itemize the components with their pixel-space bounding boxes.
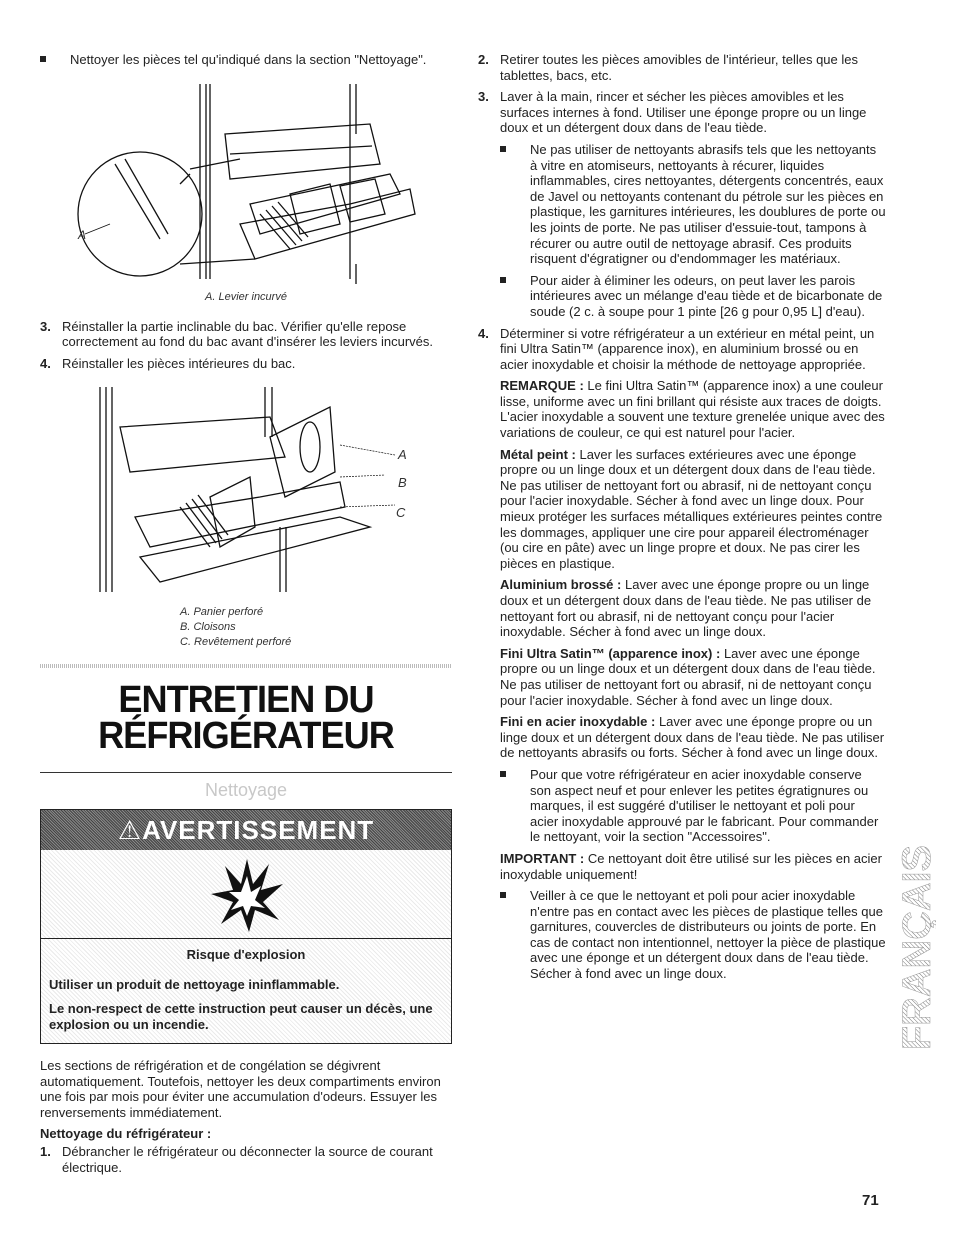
- explosion-icon: [207, 854, 287, 934]
- bullet-square-icon: [500, 277, 506, 283]
- step-4-right: 4. Déterminer si votre réfrigérateur a un extérieur en métal peint, un fini Ultra Satin™ (apparence inox), en aluminium brossé ou en acier inoxydable et choisir la méthode de nettoyage appropriée.: [478, 325, 875, 372]
- section-title: ENTRETIEN DU RÉFRIGÉRATEUR: [98, 679, 394, 758]
- bullet-square-icon: [40, 56, 46, 62]
- step-2: 2. Retirer toutes les pièces amovibles de l'intérieur, telles que les tablettes, bacs, etc.: [478, 52, 858, 83]
- subsection-title: Nettoyage: [204, 780, 288, 801]
- fig1-label-a: A: [78, 227, 87, 242]
- bullet-nettoyant-poli: Pour que votre réfrigérateur en acier inoxydable conserve son aspect neuf et pour enlever les petites égratignures ou marques, il est suggéré d'utiliser le nettoyant et poli pour acier inoxydable approuvé par le fabricant. Pour commander le nettoyant, voir la section "Accessoires".: [500, 767, 886, 845]
- warning-line-1: Utiliser un produit de nettoyage ininflammable.: [49, 976, 340, 992]
- step-4: 4. Réinstaller les pièces intérieures du bac.: [40, 355, 296, 371]
- warning-header: ⚠AVERTISSEMENT: [41, 810, 451, 850]
- cleaning-paragraph: Les sections de réfrigération et de congélation se dégivrent automatiquement. Toutefois, nettoyer les deux compartiments environ une fois par mois pour éviter une accumulation d'odeurs. Essuyer les renversements immédiatement.: [40, 1057, 441, 1120]
- fig2-label-c: C: [396, 505, 406, 521]
- section-divider-dotted: [40, 664, 452, 668]
- side-tab-graphic: [896, 840, 936, 1060]
- title-rule: [40, 772, 452, 773]
- satin-paragraph: Fini Ultra Satin™ (apparence inox) : Laver avec une éponge propre ou un linge doux et un détergent doux dans de l'eau tiède. Ne pas utiliser de nettoyant fort ou abrasif, ni de nettoyant conçu pour l'acier inoxydable. Sécher à fond avec un linge doux.: [500, 645, 876, 708]
- warning-body: [41, 939, 451, 1043]
- crisper-basket-illustration: [40, 377, 452, 599]
- alu-paragraph: Aluminium brossé : Laver avec une éponge propre ou un linge doux et un détergent doux dans de l'eau tiède. Ne pas utiliser de nettoyant fort ou abrasif, ni de nettoyant conçu pour l'acier inoxydable. Sécher à fond avec un linge doux.: [500, 577, 872, 640]
- warning-risk: Risque d'explosion: [186, 946, 306, 962]
- remarque-paragraph: REMARQUE : Le fini Ultra Satin™ (apparence inox) a une couleur lisse, uniforme avec un fini brillant qui résiste aux traces de doigts. L'acier inoxydable a souvent une texture grenelée unique avec des variations de couleur, ce qui est naturel pour l'acier.: [500, 378, 885, 441]
- clean-step-1: 1. Débrancher le réfrigérateur ou déconnecter la source de courant électrique.: [40, 1143, 433, 1175]
- inox-paragraph: Fini en acier inoxydable : Laver avec une éponge propre ou un linge doux et un détergent doux dans de l'eau tiède. Ne pas utiliser de nettoyants abrasifs ou forts. Sécher à fond avec un linge doux.: [500, 714, 885, 761]
- warning-line-2: Le non-respect de cette instruction peut causer un décès, une explosion ou un incendie.: [49, 1000, 433, 1032]
- bullet-square-icon: [500, 146, 506, 152]
- page-number: 71: [862, 1192, 879, 1209]
- step-3: 3. Réinstaller la partie inclinable du bac. Vérifier qu'elle repose correctement au fond du bac avant d'insérer les leviers incurvés.: [40, 318, 434, 350]
- step-3-right: 3. Laver à la main, rincer et sécher les pièces amovibles et les surfaces internes à fond. Utiliser une éponge propre ou un linge doux et un détergent doux dans de l'eau tiède.: [478, 89, 867, 136]
- left-column: [40, 52, 452, 1181]
- bullet-abrasifs: Ne pas utiliser de nettoyants abrasifs tels que les nettoyants à vitre en atomiseurs, nettoyants à récurer, liquides inflammables, cires nettoyantes, détergents concentrés, eaux de Javel ou nettoyants contenant du pétrole sur les pièces en plastique, les garnitures intérieures, les doublures de porte ou les joints de porte. Ne pas utiliser d'essuie-tout, tampons à récurer ou autre outil de nettoyage abrasif. Ces produits risquent d'égratigner ou d'endommager les matériaux.: [500, 142, 886, 267]
- intro-bullet: Nettoyer les pièces tel qu'indiqué dans la section "Nettoyage".: [40, 52, 452, 68]
- bullet-contact-plastique: Veiller à ce que le nettoyant et poli pour acier inoxydable n'entre pas en contact avec les pièces de plastique telles que garnitures, couvercles de distributeurs ou joints de porte. En cas de contact non intentionnel, nettoyer la pièce de plastique avec une éponge et un détergent doux dans de l'eau tiède. Sécher à fond avec un linge doux.: [500, 888, 886, 982]
- right-column: [478, 52, 886, 988]
- warning-box: [40, 809, 452, 1044]
- fig1-caption: A. Levier incurvé: [205, 290, 287, 303]
- figure-levier: [40, 74, 452, 284]
- crisper-bin-illustration: [40, 74, 452, 284]
- language-side-tab: [896, 840, 936, 1060]
- warning-triangle-icon: ⚠: [117, 814, 143, 845]
- important-paragraph: IMPORTANT : Ce nettoyant doit être utilisé sur les pièces en acier inoxydable uniquement!: [500, 850, 882, 882]
- fig2-label-a: A: [398, 447, 407, 463]
- fig2-label-b: B: [398, 475, 407, 491]
- bullet-square-icon: [500, 771, 506, 777]
- side-tab-text: FRANÇAIS: [896, 843, 936, 1050]
- metal-paragraph: Métal peint : Laver les surfaces extérieures avec une éponge propre ou un linge doux et un détergent doux dans de l'eau tiède. Ne pas utiliser de nettoyant fort ou abrasif, ni de nettoyant conçu pour l'acier inoxydable. Sécher à fond avec un linge doux. Pour mieux protéger les surfaces métalliques extérieures peintes contre les dommages, appliquer une cire pour appareil électroménager (ou cire en pâte) avec un linge propre et doux. Ne pas cirer les pièces en plastique.: [500, 446, 883, 571]
- cleaning-heading: Nettoyage du réfrigérateur :: [40, 1126, 212, 1142]
- bullet-square-icon: [500, 892, 506, 898]
- bullet-odeurs: Pour aider à éliminer les odeurs, on peut laver les parois intérieures avec un mélange d'eau tiède et de bicarbonate de soude (2 c. à soupe pour 1 pinte [26 g pour 0,95 L] d'eau).: [500, 273, 886, 320]
- warning-icon-area: [41, 850, 451, 939]
- figure-panier: [40, 377, 452, 599]
- fig2-caption: A. Panier perforé B. Cloisons C. Revêtement perforé: [180, 606, 292, 649]
